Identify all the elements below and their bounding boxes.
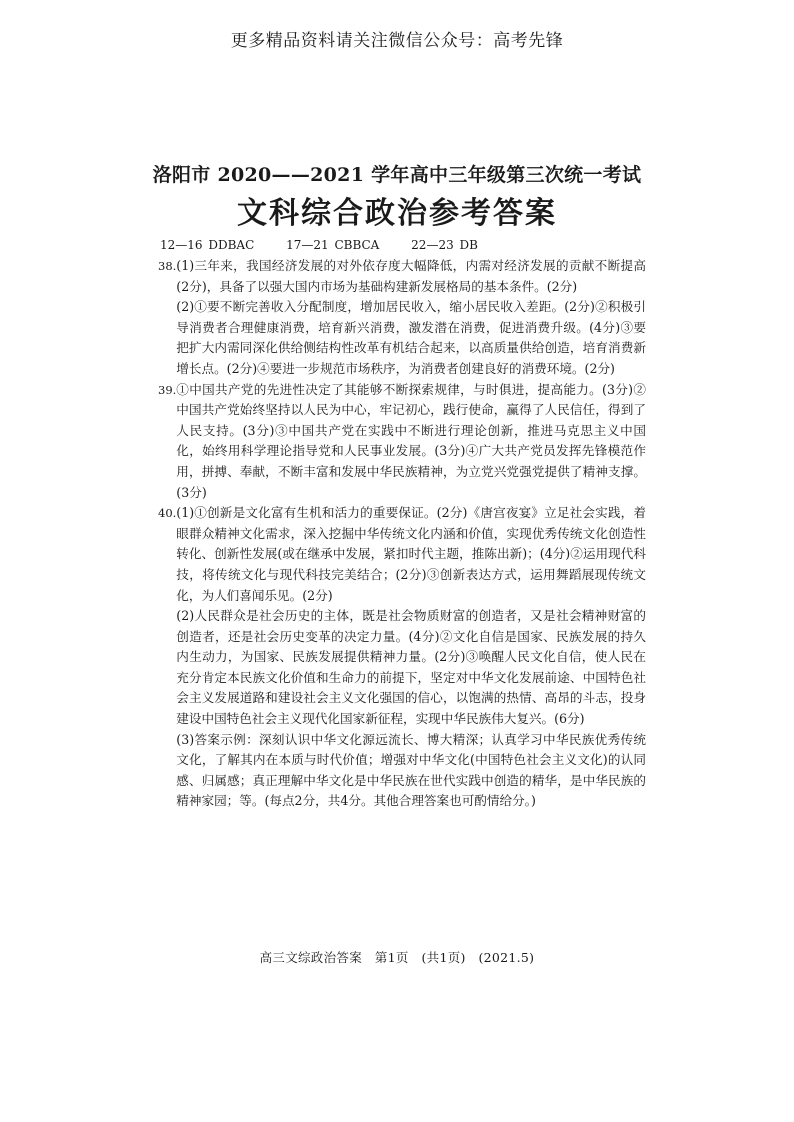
header-note: 更多精品资料请关注微信公众号：高考先锋 (230, 31, 564, 51)
answer-paragraph: (2)①要不断完善收入分配制度，增加居民收入，缩小居民收入差距。(2分)②积极引导消费者合理健康消费，培育新兴消费，激发潜在消费，促进消费升级。(4分)③要把扩大内需同深化供给侧结构性改革有机结合起来，以高质量供给创造，培育消费新增长点。(2分)④要进一步规范市场秩序，为消费者创建良好的消费环境。(2分) (176, 299, 646, 376)
page-footer: 高三文综政治答案 第1页 (共1页) (2021.5) (259, 950, 535, 965)
question-answer (176, 256, 646, 380)
answer-body (158, 256, 646, 812)
answer-paragraph: (1)①创新是文化富有生机和活力的重要保证。(2分)《唐宫夜宴》立足社会实践，着眼群众精神文化需求，深入挖掘中华传统文化内涵和价值，实现优秀传统文化创造性转化、创新性发展(或在继承中发展，紧扣时代主题，推陈出新)；(4分)②运用现代科技，将传统文化与现代科技完美结合；(2分)③创新表达方式，运用舞蹈展现传统文化，为人们喜闻乐见。(2分) (176, 505, 646, 603)
question-number: 40. (158, 506, 177, 521)
answer-paragraph: (1)三年来，我国经济发展的对外依存度大幅降低，内需对经济发展的贡献不断提高(2分)，具备了以强大国内市场为基础构建新发展格局的基本条件。(2分) (176, 258, 646, 294)
answer-paragraph: ①中国共产党的先进性决定了其能够不断探索规律，与时俱进，提高能力。(3分)②中国共产党始终坚持以人民为中心，牢记初心，践行使命，赢得了人民信任，得到了人民支持。(3分)③中国共产党在实践中不断进行理论创新，推进马克思主义中国化，始终用科学理论指导党和人民事业发展。(3分)④广大共产党员发挥先锋模范作用，拼搏、奉献，不断丰富和发展中华民族精神，为立党兴党强党提供了精神支撑。(3分) (176, 381, 646, 500)
exam-title: 洛阳市 2020——2021 学年高中三年级第三次统一考试 (152, 164, 642, 186)
answer-group: 12—16 DDBAC (160, 238, 255, 252)
answer-paragraph: (3)答案示例：深刻认识中华文化源远流长、博大精深；认真学习中华民族优秀传统文化，了解其内在本质与时代价值；增强对中华文化(中国特色社会主义文化)的认同感、归属感；真正理解中华文化是中华民族在世代实践中创造的精华，是中华民族的精神家园；等。(每点2分，共4分。其他合理答案也可酌情给分。) (176, 731, 646, 809)
question-number: 39. (158, 382, 177, 397)
question-40 (158, 503, 646, 812)
answer-group: 22—23 DB (411, 238, 478, 252)
multiple-choice-answers (160, 238, 504, 252)
question-answer (176, 380, 646, 504)
question-number: 38. (158, 259, 177, 273)
question-answer (176, 503, 646, 812)
question-38 (158, 256, 646, 380)
answer-paragraph: (2)人民群众是社会历史的主体，既是社会物质财富的创造者，又是社会精神财富的创造者，还是社会历史变革的决定力量。(4分)②文化自信是国家、民族发展的持久内生动力，为国家、民族发展提供精神力量。(2分)③唤醒人民文化自信，使人民在充分肯定本民族文化价值和生命力的前提下，坚定对中华文化发展前途、中国特色社会主义发展道路和建设社会主义文化强国的信心，以饱满的热情、高昂的斗志，投身建设中国特色社会主义现代化国家新征程，实现中华民族伟大复兴。(6分) (176, 608, 646, 727)
answer-group: 17—21 CBBCA (286, 238, 380, 252)
question-39 (158, 380, 646, 504)
document-title: 文科综合政治参考答案 (237, 196, 557, 231)
